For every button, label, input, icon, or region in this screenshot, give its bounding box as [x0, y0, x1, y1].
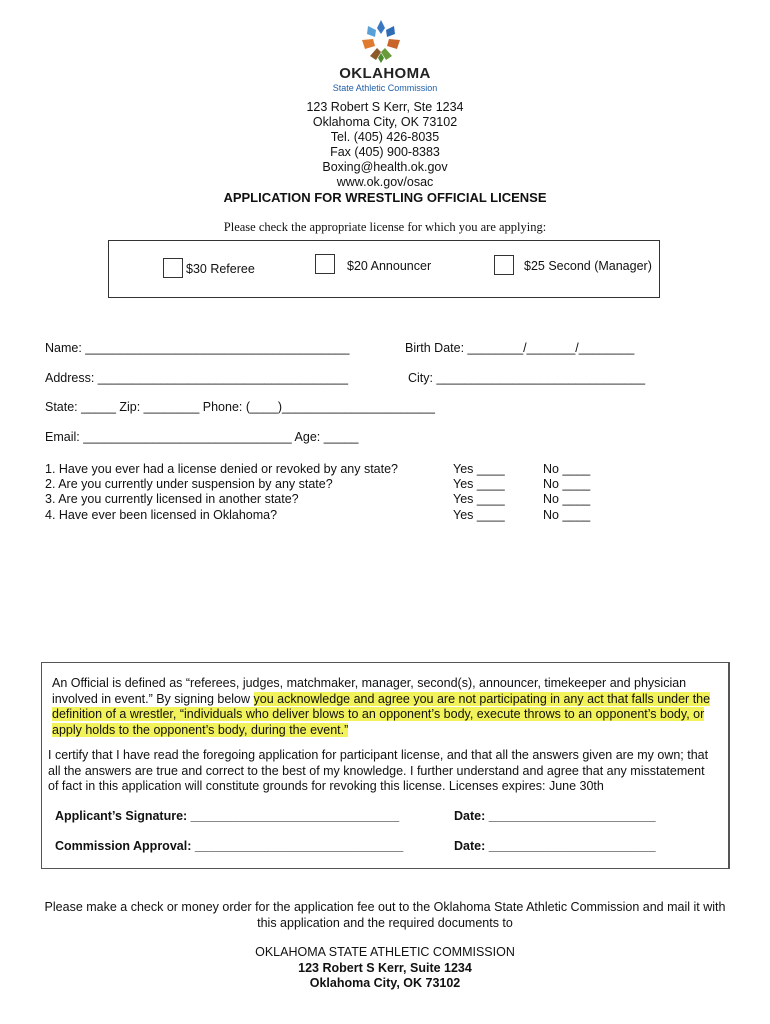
announcer-checkbox[interactable]: [315, 254, 335, 274]
referee-option-label: $30 Referee: [186, 262, 255, 276]
address-line: 123 Robert S Kerr, Ste 1234: [306, 100, 464, 114]
question-2-yes[interactable]: Yes ____: [453, 477, 505, 491]
applicant-signature-field[interactable]: Applicant’s Signature: ______________________________: [55, 809, 400, 823]
question-3-yes[interactable]: Yes ____: [453, 492, 505, 506]
question-4-yes[interactable]: Yes ____: [453, 508, 505, 522]
fax-line: Fax (405) 900-8383: [330, 145, 440, 159]
question-1: 1. Have you ever had a license denied or revoked by any state?: [45, 462, 398, 476]
mailing-org: OKLAHOMA STATE ATHLETIC COMMISSION: [255, 945, 515, 959]
announcer-option-label: $20 Announcer: [347, 259, 432, 273]
birth-date-field[interactable]: Birth Date: ________/_______/________: [405, 341, 635, 355]
email-contact-line: Boxing@health.ok.gov: [322, 160, 448, 174]
certification-statement: I certify that I have read the foregoing application for participant license, and that all the answers given are my own; that all the answers are true and correct to the best of my knowledge. I further understand and agree that any misstatement of fact in this application will constitute grounds for revoking this license. Licenses expires: June 30th: [48, 748, 709, 793]
email-age-field[interactable]: Email: ______________________________ Age: _____: [45, 430, 359, 444]
second-manager-option-label: $25 Second (Manager): [524, 259, 652, 273]
question-3: 3. Are you currently licensed in another state?: [45, 492, 299, 506]
referee-checkbox[interactable]: [163, 258, 183, 278]
question-1-yes[interactable]: Yes ____: [453, 462, 505, 476]
address-line: Oklahoma City, OK 73102: [312, 115, 458, 129]
applicant-date-field[interactable]: Date: ________________________: [454, 809, 656, 823]
form-title: APPLICATION FOR WRESTLING OFFICIAL LICENSE: [223, 190, 547, 205]
question-2: 2. Are you currently under suspension by any state?: [45, 477, 333, 491]
osac-logo-icon: [356, 18, 406, 64]
name-field[interactable]: Name: ______________________________________: [45, 341, 350, 355]
city-field[interactable]: City: ______________________________: [408, 371, 646, 385]
highlighted-acknowledgement: you acknowledge and agree you are not participating in any act that falls under the definition of a wrestler, “individuals who deliver blows to an opponent’s body, execute throws to an opponent’s body, or apply holds to the opponent’s body, during the event.”: [52, 691, 711, 737]
approval-date-field[interactable]: Date: ________________________: [454, 839, 656, 853]
address-field[interactable]: Address: ____________________________________: [45, 371, 349, 385]
website-line: www.ok.gov/osac: [336, 175, 434, 189]
phone-line: Tel. (405) 426-8035: [330, 130, 440, 144]
question-2-no[interactable]: No ____: [543, 477, 591, 491]
state-zip-phone-field[interactable]: State: _____ Zip: ________ Phone: (____)______________________: [45, 400, 435, 414]
question-4: 4. Have ever been licensed in Oklahoma?: [45, 508, 278, 522]
question-1-no[interactable]: No ____: [543, 462, 591, 476]
mailing-street: 123 Robert S Kerr, Suite 1234: [298, 961, 472, 975]
commission-approval-field[interactable]: Commission Approval: ______________________________: [55, 839, 404, 853]
logo-subtitle: State Athletic Commission: [332, 83, 438, 93]
definition-text: An Official is defined as “referees, judges, matchmaker, manager, second(s), announcer, timekeeper and physician involved in event.” By signing below: [52, 676, 687, 706]
mailing-city: Oklahoma City, OK 73102: [309, 976, 461, 990]
logo-wordmark: OKLAHOMA: [339, 65, 431, 82]
question-4-no[interactable]: No ____: [543, 508, 591, 522]
official-definition: [52, 676, 712, 738]
second-manager-checkbox[interactable]: [494, 255, 514, 275]
license-instruction: Please check the appropriate license for which you are applying:: [223, 220, 547, 234]
question-3-no[interactable]: No ____: [543, 492, 591, 506]
payment-instruction: Please make a check or money order for the application fee out to the Oklahoma State Athletic Commission and mail it with this application and the required documents to: [44, 900, 726, 930]
